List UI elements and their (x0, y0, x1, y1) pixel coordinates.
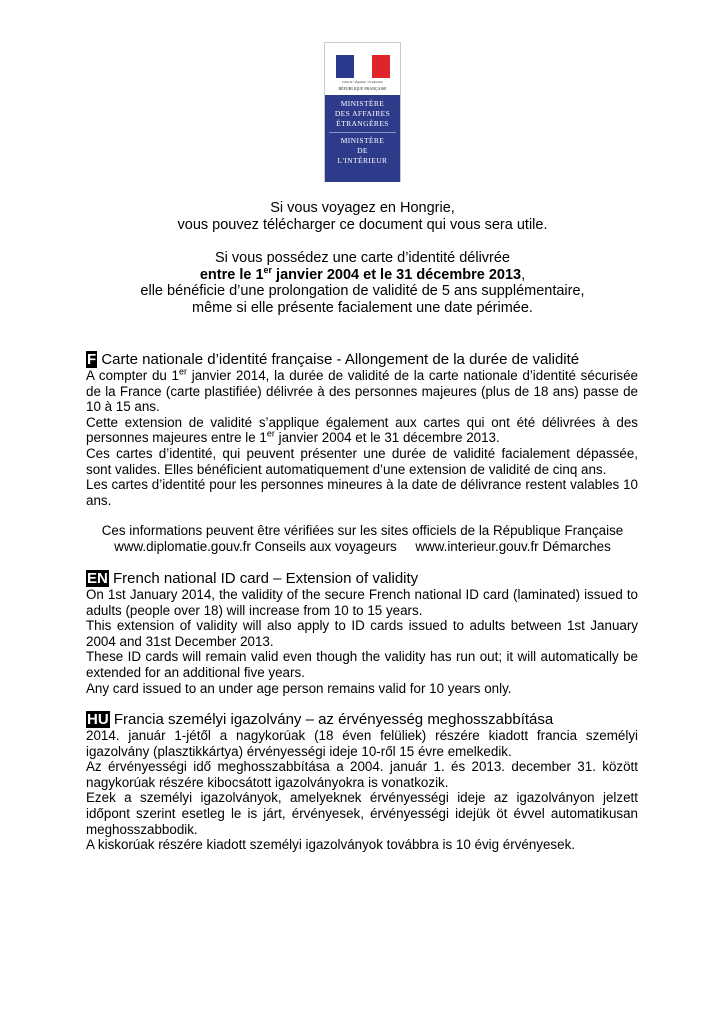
section-title (86, 351, 638, 368)
section-title (86, 711, 638, 728)
intro-line: vous pouvez télécharger ce document qui vous sera utile. (177, 216, 548, 233)
intro-line: Si vous possédez une carte d’identité délivrée (214, 250, 510, 266)
logo-text: L'INTÉRIEUR (337, 156, 388, 165)
logo-republic: RÉPUBLIQUE FRANÇAISE (338, 86, 387, 91)
intro-dates-line (60, 264, 665, 284)
text: , (521, 266, 526, 283)
intro-line: même si elle présente facialement une date périmée. (192, 299, 533, 316)
paragraph: Az érvényességi idő meghosszabbítása a 2004. január 1. és 2013. december 31. között nagykorúak részére kibocsátott igazolványokra is vonatkozik. (86, 759, 638, 790)
superscript: er (263, 264, 273, 275)
paragraph: This extension of validity will also apply to ID cards issued to adults between 1st January 2004 and 31st December 2013. (86, 618, 638, 649)
logo-text: MINISTÈRE (340, 136, 385, 145)
paragraph: Cette extension de validité s’applique également aux cartes qui ont été délivrées à des personnes majeures entre le 1er janvier 2004 et le 31 décembre 2013. (86, 414, 638, 446)
link-diplomatie[interactable]: www.diplomatie.gouv.fr Conseils aux voyageurs (114, 539, 397, 554)
logo-text: MINISTÈRE (340, 99, 385, 108)
marianne-flag-icon (336, 55, 390, 78)
section-english (86, 570, 638, 696)
logo-text: DES AFFAIRES (334, 109, 391, 118)
paragraph: A compter du 1er janvier 2014, la durée de validité de la carte nationale d’identité sécurisée de la France (carte plastifiée) délivrée à des personnes majeures (plus de 18 ans) passe de 10 à 15 ans. (86, 366, 638, 415)
logo-motto: Liberté • Égalité • Fraternité (342, 80, 383, 84)
info-block (60, 523, 665, 555)
logo-text: ÉTRANGÈRES (336, 119, 389, 128)
intro-block (60, 200, 665, 316)
logo-text: DE (357, 146, 368, 155)
language-tag: EN (87, 570, 108, 587)
intro-line: Si vous voyagez en Hongrie, (270, 200, 455, 216)
link-interieur[interactable]: www.interieur.gouv.fr Démarches (415, 539, 611, 554)
text: entre le 1 (199, 266, 264, 283)
paragraph: 2014. január 1-jétől a nagykorúak (18 éven felüliek) részére kiadott francia személyi igazolvány (plasztikkártya) érvényességi ideje 10-ről 15 évre emelkedik. (86, 728, 638, 759)
paragraph: These ID cards will remain valid even though the validity has run out; it will automatically be extended for an additional five years. (86, 649, 638, 680)
ministry-logo (324, 42, 401, 182)
intro-line: elle bénéficie d’une prolongation de validité de 5 ans supplémentaire, (140, 283, 585, 299)
logo-ministries (325, 95, 400, 182)
paragraph: Ezek a személyi igazolványok, amelyeknek érvényességi ideje az igazolványon jelzett időpont szerint esetleg le is járt, érvényesek, érvényességi idejük öt évvel automatikusan meghosszabbodik. (86, 790, 638, 837)
text: janvier 2004 et le 31 décembre 2013 (272, 266, 522, 283)
paragraph: Any card issued to an under age person remains valid for 10 years only. (86, 680, 512, 696)
paragraph: On 1st January 2014, the validity of the secure French national ID card (laminated) issued to adults (people over 18) will increase from 10 to 15 years. (86, 587, 638, 618)
paragraph: Ces cartes d’identité, qui peuvent présenter une durée de validité facialement dépassée, sont valides. Elles bénéficient automatiquement d’une extension de validité de cinq ans. (86, 445, 638, 477)
paragraph: A kiskorúak részére kiadott személyi igazolványok továbbra is 10 évig érvényesek. (86, 837, 575, 853)
language-tag: HU (87, 711, 109, 728)
paragraph: Les cartes d’identité pour les personnes mineures à la date de délivrance restent valables 10 ans. (86, 477, 638, 508)
title-text: Carte nationale d’identité française - Allongement de la durée de validité (97, 351, 580, 368)
title-text: French national ID card – Extension of validity (108, 570, 419, 587)
info-line: Ces informations peuvent être vérifiées sur les sites officiels de la République Française (101, 523, 624, 538)
section-hungarian (86, 711, 638, 853)
section-title (86, 570, 638, 587)
language-tag: F (87, 351, 97, 368)
section-french (86, 351, 638, 508)
title-text: Francia személyi igazolvány – az érvényesség meghosszabbítása (109, 711, 554, 728)
